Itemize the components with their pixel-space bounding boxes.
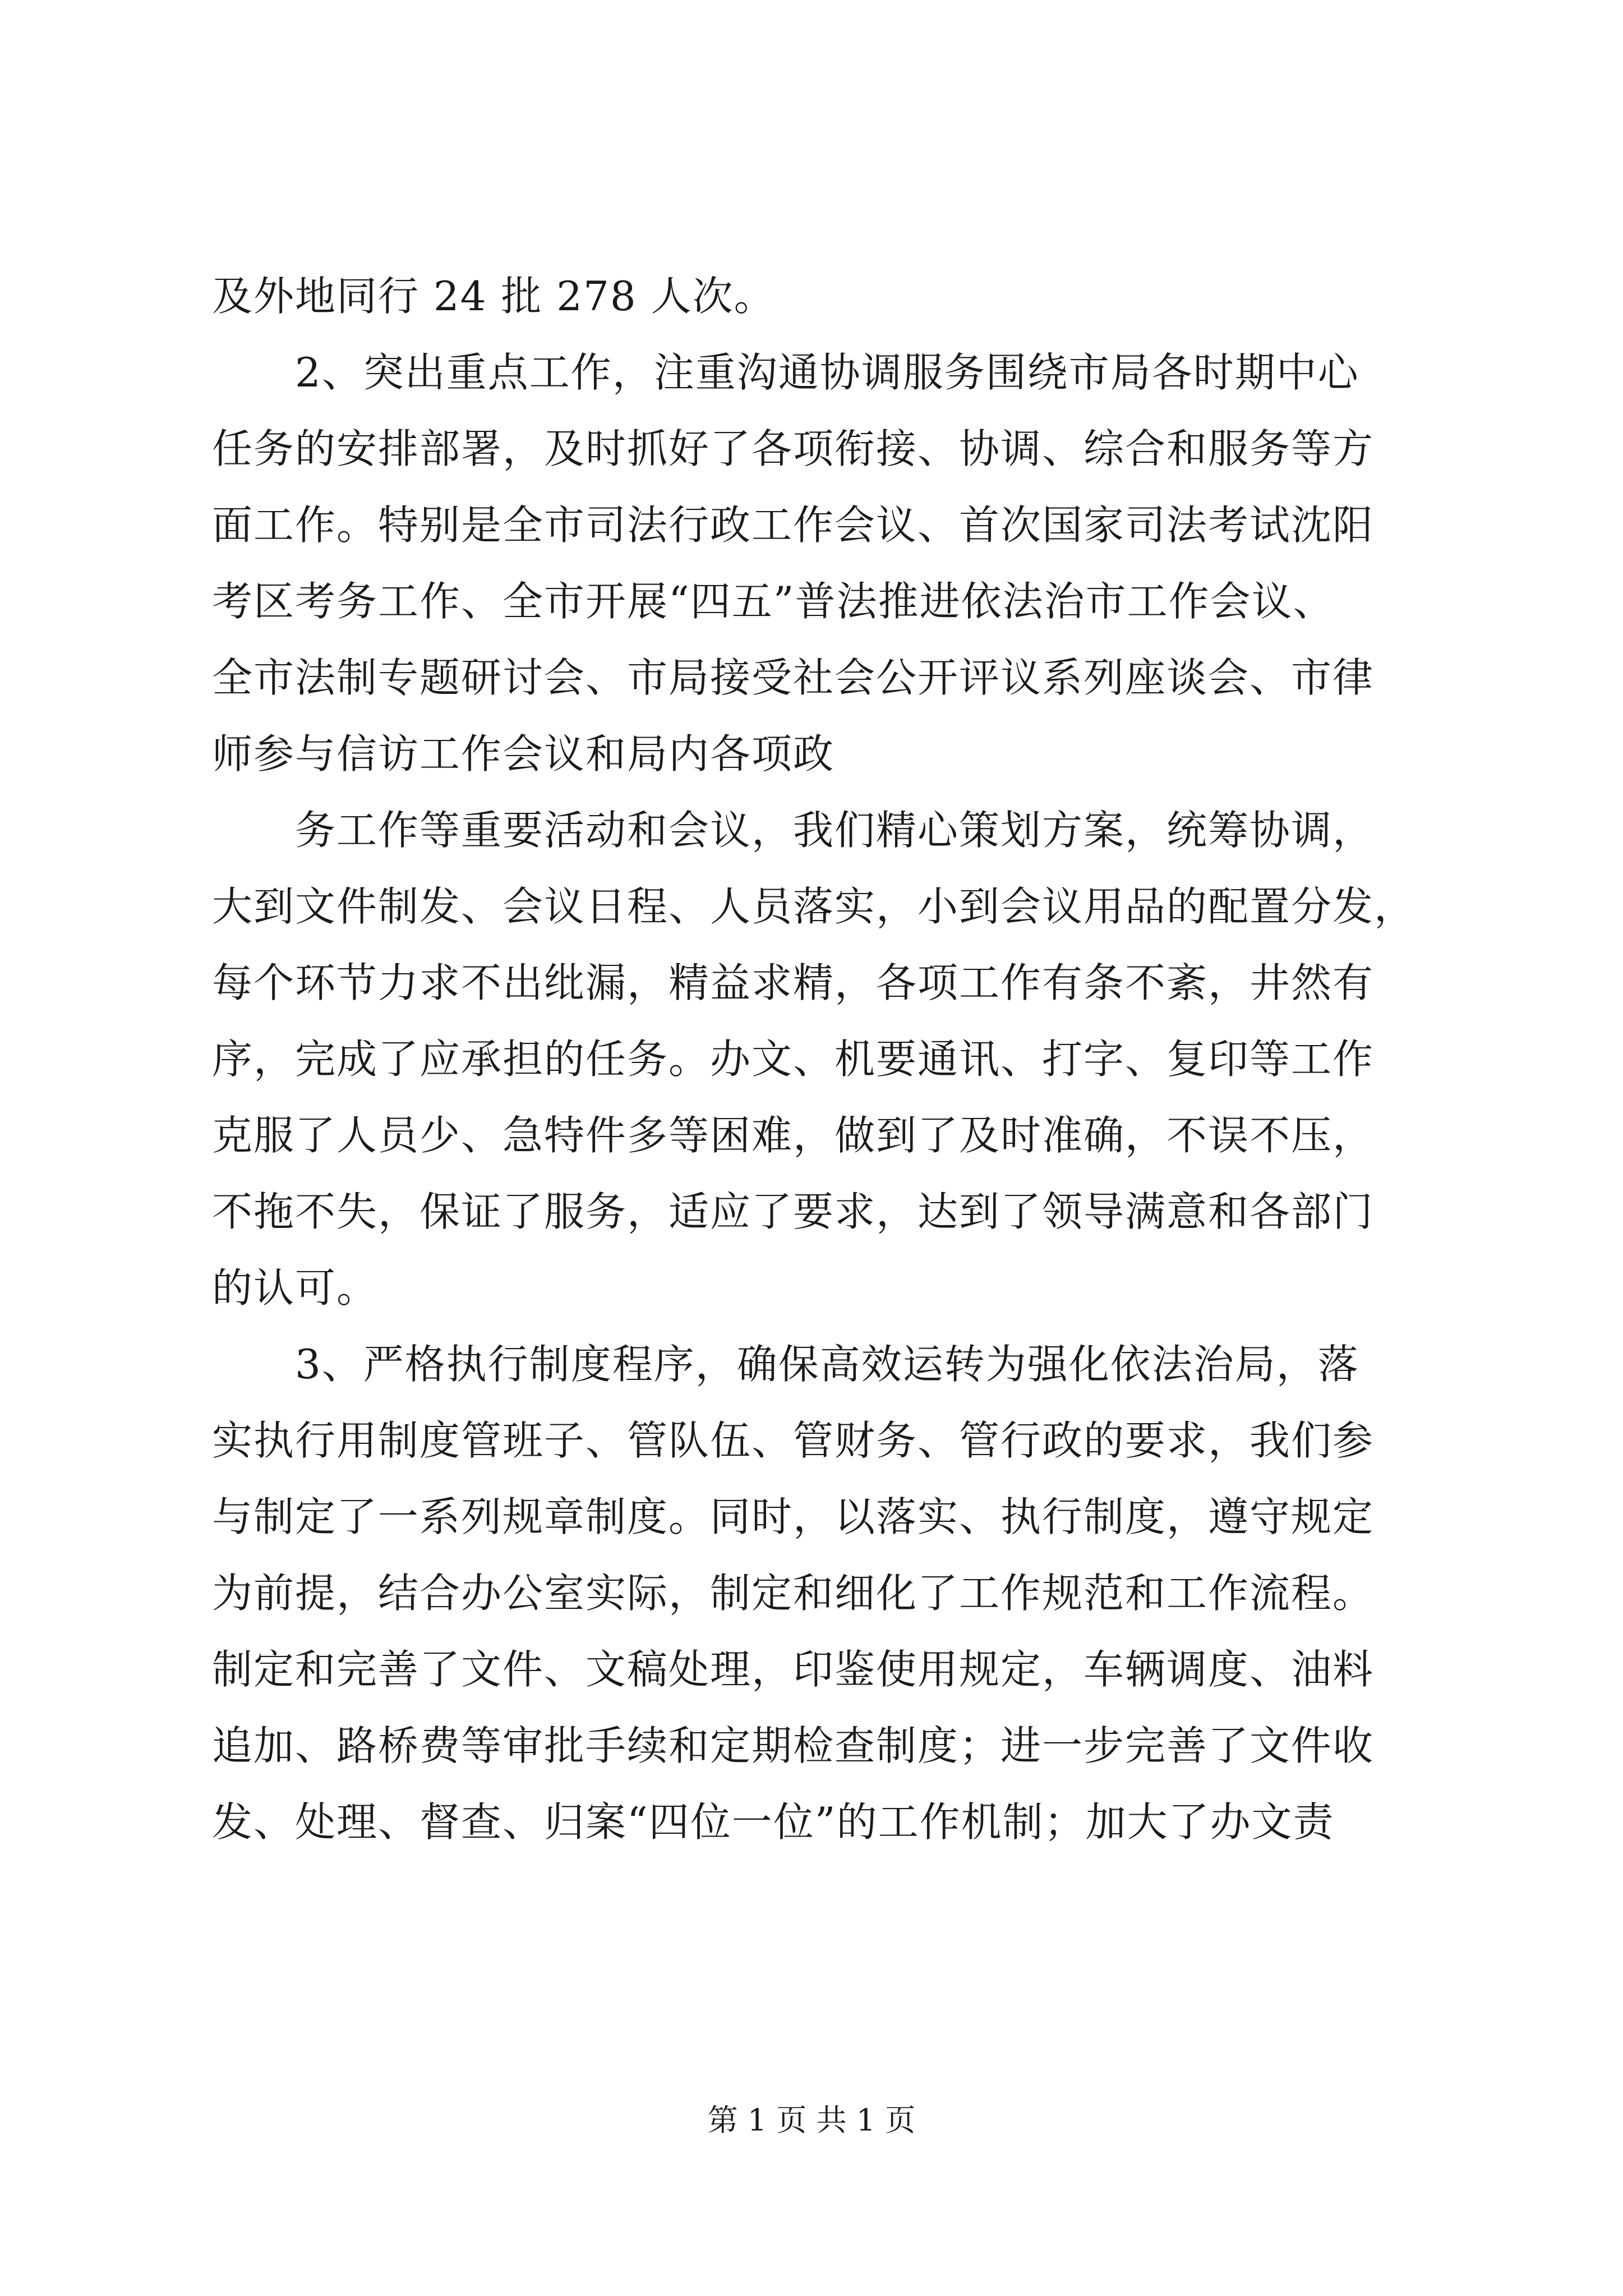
- text-line: 发、处理、督查、归案“四位一位”的工作机制；加大了办文责: [212, 1798, 1335, 1846]
- text-line: 为前提，结合办公室实际，制定和细化了工作规范和工作流程。: [212, 1570, 1375, 1617]
- text-line: 每个环节力求不出纰漏，精益求精，各项工作有条不紊，井然有: [212, 959, 1375, 1006]
- page-footer: 第 1 页 共 1 页: [707, 2102, 916, 2138]
- text-line: 实执行用制度管班子、管队伍、管财务、管行政的要求，我们参: [212, 1417, 1375, 1464]
- text-line: 与制定了一系列规章制度。同时，以落实、执行制度，遵守规定: [212, 1493, 1375, 1540]
- text-line: 的认可。: [212, 1264, 379, 1312]
- text-line: 2、突出重点工作，注重沟通协调服务围绕市局各时期中心: [212, 349, 1359, 396]
- text-line: 3、严格执行制度程序，确保高效运转为强化依法治局，落: [212, 1341, 1359, 1388]
- text-line: 师参与信访工作会议和局内各项政: [212, 730, 835, 777]
- text-line: 克服了人员少、急特件多等困难，做到了及时准确，不误不压，: [212, 1112, 1375, 1159]
- text-line: 序，完成了应承担的任务。办文、机要通讯、打字、复印等工作: [212, 1036, 1375, 1083]
- text-line: 面工作。特别是全市司法行政工作会议、首次国家司法考试沈阳: [212, 501, 1375, 549]
- text-line: 大到文件制发、会议日程、人员落实，小到会议用品的配置分发，: [212, 883, 1416, 930]
- text-line: 任务的安排部署，及时抓好了各项衔接、协调、综合和服务等方: [212, 425, 1375, 472]
- text-line: 及外地同行 24 批 278 人次。: [212, 273, 776, 320]
- text-line: 全市法制专题研讨会、市局接受社会公开评议系列座谈会、市律: [212, 654, 1375, 701]
- text-line: 不拖不失，保证了服务，适应了要求，达到了领导满意和各部门: [212, 1188, 1375, 1235]
- text-line: 务工作等重要活动和会议，我们精心策划方案，统筹协调，: [212, 807, 1375, 854]
- text-line: 追加、路桥费等审批手续和定期检查制度；进一步完善了文件收: [212, 1722, 1375, 1769]
- text-line: 制定和完善了文件、文稿处理，印鉴使用规定，车辆调度、油料: [212, 1646, 1375, 1693]
- text-line: 考区考务工作、全市开展“四五”普法推进依法治市工作会议、: [212, 578, 1335, 625]
- body-text: [212, 258, 1446, 1860]
